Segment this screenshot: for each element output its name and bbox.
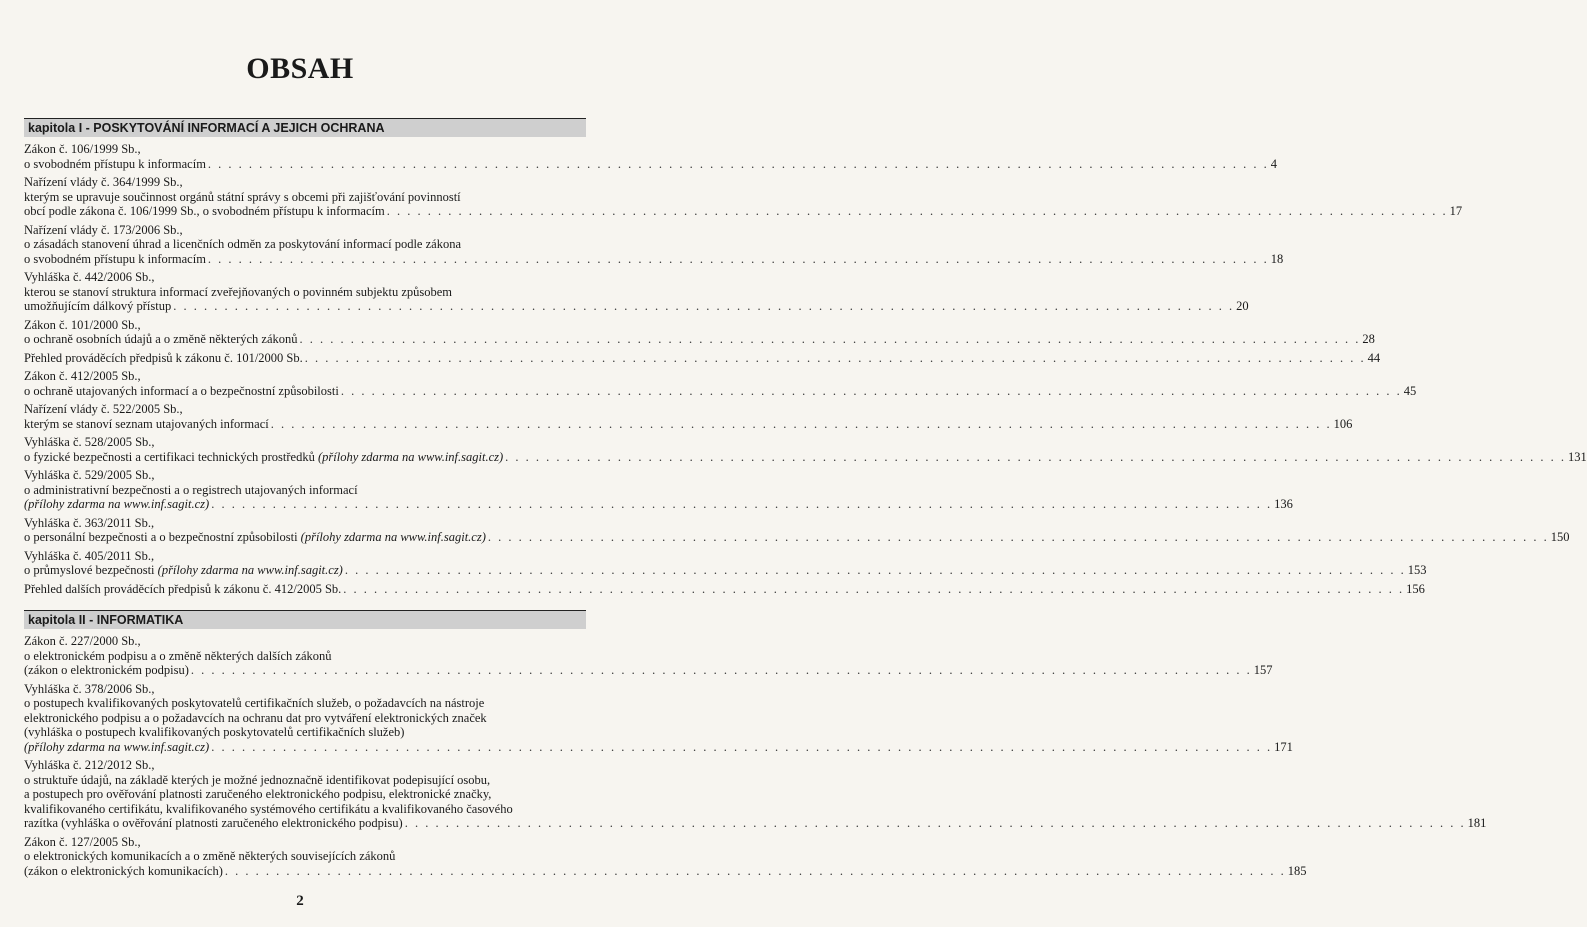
dot-leader bbox=[343, 582, 1404, 597]
toc-entry[interactable] bbox=[24, 435, 1587, 464]
dot-leader bbox=[173, 299, 1234, 314]
dot-leader bbox=[191, 663, 1252, 678]
toc-entry[interactable] bbox=[24, 634, 1273, 678]
entry-last-line bbox=[24, 449, 1587, 465]
entry-page-number: 153 bbox=[1407, 563, 1427, 577]
dot-leader bbox=[300, 332, 1361, 347]
dot-leader bbox=[505, 450, 1566, 465]
entry-last-line bbox=[24, 416, 1353, 432]
toc-entry[interactable] bbox=[24, 142, 1278, 171]
entry-text-line: o elektronických komunikacích a o změně některých souvisejících zákonů bbox=[24, 849, 396, 863]
entry-page-number: 156 bbox=[1406, 581, 1425, 596]
entry-text-line: o struktuře údajů, na základě kterých je možné jednoznačně identifikovat podepisující osobu, bbox=[24, 772, 491, 787]
entry-title: Vyhláška č. 529/2005 Sb., bbox=[24, 468, 155, 482]
entry-last-text bbox=[24, 740, 209, 755]
entry-description: o průmyslové bezpečnosti bbox=[24, 563, 158, 577]
entry-last-text bbox=[24, 582, 341, 597]
entry-page-number: 157 bbox=[1253, 663, 1273, 677]
entry-title: Nařízení vlády č. 173/2006 Sb., bbox=[24, 222, 183, 237]
entry-description: o personální bezpečnosti a o bezpečnostní způsobilosti bbox=[24, 530, 301, 544]
entry-text-line: o elektronickém podpisu a o změně některých dalších zákonů bbox=[24, 648, 332, 663]
entry-last-line bbox=[24, 204, 1463, 219]
dot-leader bbox=[211, 740, 1272, 755]
entry-last-text bbox=[24, 204, 385, 219]
page-title: OBSAH bbox=[246, 52, 354, 85]
entry-last-line bbox=[24, 530, 1570, 545]
entry-text-line: o postupech kvalifikovaných poskytovatelů certifikačních služeb, o požadavcích na nástroje bbox=[24, 696, 485, 710]
toc-entry[interactable] bbox=[24, 222, 1284, 267]
dot-leader bbox=[208, 157, 1269, 172]
entry-last-text bbox=[24, 816, 403, 831]
entry-title: Vyhláška č. 212/2012 Sb., bbox=[24, 758, 155, 772]
entry-title: Vyhláška č. 363/2011 Sb., bbox=[24, 515, 155, 530]
entry-text-line: elektronického podpisu a o požadavcích na ochranu dat pro vytváření elektronických značek bbox=[24, 710, 487, 725]
entry-last-text bbox=[24, 384, 339, 399]
toc-entry[interactable] bbox=[24, 350, 1381, 366]
entry-last-text bbox=[24, 417, 269, 432]
toc-entry[interactable] bbox=[24, 175, 1463, 219]
toc-entry[interactable] bbox=[24, 468, 1293, 512]
entry-description: o svobodném přístupu k informacím bbox=[24, 251, 206, 266]
chapter-heading: kapitola II - INFORMATIKA bbox=[24, 610, 586, 629]
entry-last-line bbox=[24, 156, 1278, 172]
entry-title: Vyhláška č. 405/2011 Sb., bbox=[24, 548, 155, 563]
entry-page-number: 136 bbox=[1274, 497, 1293, 511]
entry-title: Zákon č. 101/2000 Sb., bbox=[24, 317, 141, 332]
dot-leader bbox=[387, 204, 1448, 219]
entry-description: o svobodném přístupu k informacím bbox=[24, 156, 206, 171]
entry-description: razítka (vyhláška o ověřování platnosti zaručeného elektronického podpisu) bbox=[24, 816, 403, 830]
entry-last-text bbox=[24, 332, 298, 347]
toc-entry[interactable] bbox=[24, 515, 1570, 545]
entry-last-line bbox=[24, 383, 1417, 399]
entry-text-line: (vyhláška o postupech kvalifikovaných poskytovatelů certifikačních služeb) bbox=[24, 725, 405, 739]
entry-text-line: kterým se upravuje součinnost orgánů státní správy s obcemi při zajišťování povinností bbox=[24, 189, 461, 204]
entry-note: (přílohy zdarma na www.inf.sagit.cz) bbox=[24, 739, 210, 754]
entry-last-line bbox=[24, 332, 1375, 347]
toc-entry[interactable] bbox=[24, 369, 1417, 398]
entry-page-number: 106 bbox=[1333, 416, 1353, 431]
entry-page-number: 150 bbox=[1550, 530, 1570, 544]
entry-page-number: 4 bbox=[1270, 156, 1278, 171]
entry-page-number: 17 bbox=[1449, 204, 1463, 218]
entry-last-text bbox=[24, 157, 206, 172]
entry-title: Nařízení vlády č. 364/1999 Sb., bbox=[24, 175, 183, 189]
entry-description: o ochraně utajovaných informací a o bezpečnostní způsobilosti bbox=[24, 383, 339, 398]
toc-entry[interactable] bbox=[24, 402, 1353, 431]
toc-entry[interactable] bbox=[24, 758, 1487, 831]
entry-page-number: 18 bbox=[1270, 251, 1284, 266]
entry-description: o fyzické bezpečnosti a certifikaci technických prostředků bbox=[24, 449, 318, 464]
entry-last-text bbox=[24, 299, 171, 314]
entry-page-number: 171 bbox=[1274, 739, 1293, 754]
entry-last-line bbox=[24, 816, 1487, 831]
toc-entry[interactable] bbox=[24, 317, 1375, 347]
entry-last-line bbox=[24, 581, 1425, 597]
entry-page-number: 44 bbox=[1367, 350, 1381, 365]
entry-last-line bbox=[24, 299, 1249, 314]
dot-leader bbox=[271, 417, 1332, 432]
entry-last-text bbox=[24, 252, 206, 267]
entry-page-number: 45 bbox=[1403, 383, 1417, 398]
entry-note: (přílohy zdarma na www.inf.sagit.cz) bbox=[24, 497, 210, 511]
entry-text-line: kvalifikovaného certifikátu, kvalifikovaného systémového certifikátu a kvalifikovaného časového bbox=[24, 801, 513, 816]
dot-leader bbox=[341, 384, 1402, 399]
dot-leader bbox=[208, 252, 1269, 267]
dot-leader bbox=[488, 530, 1549, 545]
entry-page-number: 131 bbox=[1568, 449, 1587, 464]
entry-description: (zákon o elektronických komunikacích) bbox=[24, 863, 223, 878]
entry-description: o ochraně osobních údajů a o změně některých zákonů bbox=[24, 332, 298, 346]
entry-description: Přehled prováděcích předpisů k zákonu č. 101/2000 Sb. bbox=[24, 350, 303, 365]
chapter-heading: kapitola I - POSKYTOVÁNÍ INFORMACÍ A JEJICH OCHRANA bbox=[24, 118, 586, 137]
entry-last-text bbox=[24, 563, 343, 578]
entry-title: Vyhláška č. 378/2006 Sb., bbox=[24, 681, 155, 696]
toc-entry[interactable] bbox=[24, 548, 1427, 578]
entry-last-line bbox=[24, 663, 1273, 678]
entry-last-text bbox=[24, 530, 486, 545]
entry-last-text bbox=[24, 663, 189, 678]
toc-entry[interactable] bbox=[24, 681, 1293, 755]
entry-description: umožňujícím dálkový přístup bbox=[24, 299, 172, 313]
entry-description: obcí podle zákona č. 106/1999 Sb., o svobodném přístupu k informacím bbox=[24, 204, 385, 218]
dot-leader bbox=[225, 864, 1286, 879]
entry-title: Vyhláška č. 528/2005 Sb., bbox=[24, 435, 155, 449]
toc-entry[interactable] bbox=[24, 834, 1307, 879]
entry-last-line bbox=[24, 350, 1381, 366]
entry-last-text bbox=[24, 351, 303, 366]
entry-text-line: o administrativní bezpečnosti a o registrech utajovaných informací bbox=[24, 482, 358, 497]
entry-last-text bbox=[24, 497, 209, 512]
dot-leader bbox=[211, 497, 1272, 512]
page-number: 2 bbox=[296, 893, 304, 909]
entry-last-text bbox=[24, 450, 503, 465]
entry-page-number: 28 bbox=[1362, 332, 1375, 346]
entry-last-line bbox=[24, 863, 1307, 879]
entry-page-number: 20 bbox=[1236, 299, 1249, 313]
entry-last-line bbox=[24, 497, 1293, 512]
entry-note: (přílohy zdarma na www.inf.sagit.cz) bbox=[317, 449, 504, 464]
entry-last-line bbox=[24, 739, 1293, 755]
entry-text-line: a postupech pro ověřování platnosti zaručeného elektronického podpisu, elektronické značky, bbox=[24, 787, 492, 801]
entry-text-line: kterou se stanoví struktura informací zveřejňovaných o povinném subjektu způsobem bbox=[24, 284, 453, 299]
entry-last-text bbox=[24, 864, 223, 879]
toc-entry[interactable] bbox=[24, 581, 1425, 597]
entry-description: (zákon o elektronickém podpisu) bbox=[24, 663, 189, 677]
entry-last-line bbox=[24, 563, 1427, 578]
entry-title: Nařízení vlády č. 522/2005 Sb., bbox=[24, 402, 183, 416]
entry-last-line bbox=[24, 251, 1284, 267]
entry-description: kterým se stanoví seznam utajovaných informací bbox=[24, 416, 269, 431]
entry-title: Zákon č. 227/2000 Sb., bbox=[24, 634, 141, 648]
entry-title: Zákon č. 127/2005 Sb., bbox=[24, 834, 141, 849]
entry-page-number: 185 bbox=[1287, 863, 1307, 878]
dot-leader bbox=[345, 563, 1406, 578]
entry-page-number: 181 bbox=[1467, 816, 1487, 830]
entry-title: Zákon č. 106/1999 Sb., bbox=[24, 142, 141, 156]
toc-entry[interactable] bbox=[24, 270, 1249, 314]
entry-title: Zákon č. 412/2005 Sb., bbox=[24, 369, 141, 383]
entry-title: Vyhláška č. 442/2006 Sb., bbox=[24, 270, 155, 284]
entry-note: (přílohy zdarma na www.inf.sagit.cz) bbox=[157, 563, 343, 577]
table-of-contents bbox=[24, 118, 1587, 882]
entry-note: (přílohy zdarma na www.inf.sagit.cz) bbox=[300, 530, 486, 544]
dot-leader bbox=[405, 816, 1466, 831]
entry-description: Přehled dalších prováděcích předpisů k zákonu č. 412/2005 Sb. bbox=[24, 581, 342, 596]
dot-leader bbox=[305, 351, 1366, 366]
entry-text-line: o zásadách stanovení úhrad a licenčních odměn za poskytování informací podle zákona bbox=[24, 237, 461, 251]
